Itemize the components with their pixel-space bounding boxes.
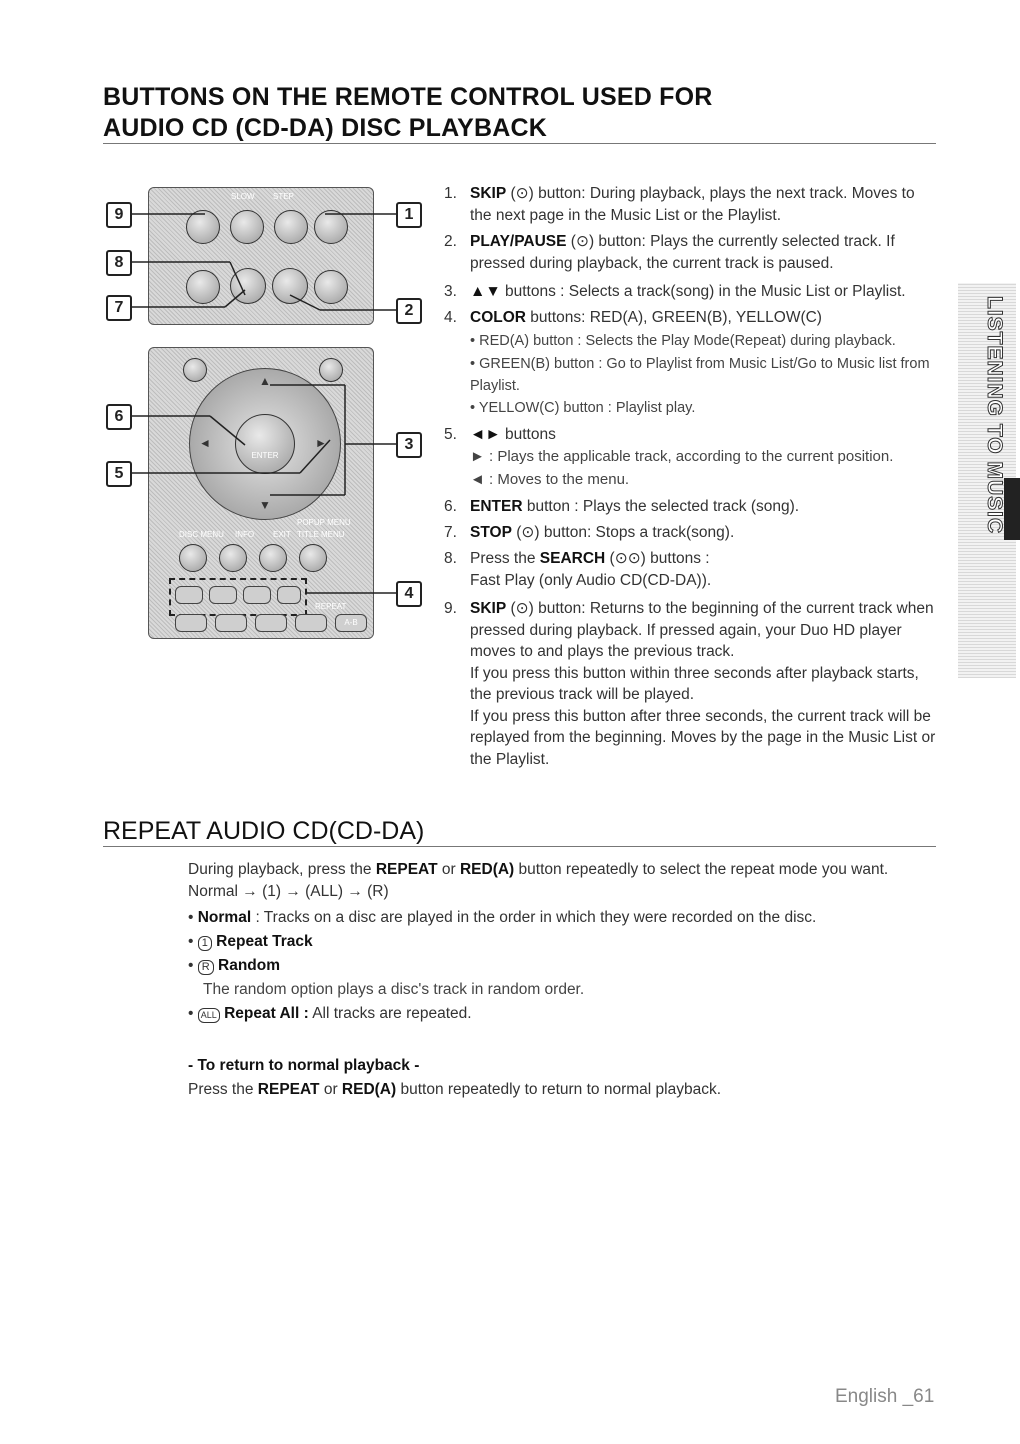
callout-2: 2 <box>396 298 422 324</box>
instruction-note-1: If you press this button within three seconds after playback starts, the previous track will be played. <box>470 664 919 703</box>
callout-1: 1 <box>396 202 422 228</box>
instruction-number: 5. <box>444 426 457 443</box>
instruction-text: (⊙) button: Plays the currently selected track. If pressed during playback, the current track is paused. <box>470 233 895 272</box>
callout-9: 9 <box>106 202 132 228</box>
page-number: English _61 <box>835 1386 935 1407</box>
disc-menu-label: DISC MENU <box>179 530 224 539</box>
exit-label: EXIT <box>273 530 291 539</box>
instruction-text: (⊙) button: During playback, plays the next track. Moves to the next page in the Music List or the Playlist. <box>470 185 915 224</box>
instruction-key: ▲▼ <box>470 283 501 300</box>
instruction-key: SKIP <box>470 185 507 202</box>
random-icon: R <box>198 960 214 975</box>
page-title-line2: AUDIO CD (CD-DA) DISC PLAYBACK <box>103 114 547 142</box>
mode-normal-name: Normal <box>197 909 252 926</box>
instruction-key: COLOR <box>470 309 526 326</box>
enter-label: ENTER <box>251 451 279 460</box>
color-green-desc: • GREEN(B) button : Go to Playlist from Music List/Go to Music list from Playlist. <box>470 356 930 394</box>
instruction-key: STOP <box>470 524 512 541</box>
instruction-key: ENTER <box>470 498 523 515</box>
instruction-text: Press the <box>470 550 540 567</box>
return-repeat: REPEAT <box>257 1081 320 1098</box>
bullet-icon: • <box>188 933 198 950</box>
return-title: - To return to normal playback - <box>188 1057 420 1074</box>
section-divider <box>103 846 936 847</box>
instruction-number: 9. <box>444 600 457 617</box>
intro-red: RED(A) <box>459 861 515 878</box>
right-arrow-icon[interactable]: ► <box>315 436 327 450</box>
return-text-b: button repeatedly to return to normal playback. <box>396 1081 721 1098</box>
bullet-icon: • <box>188 957 198 974</box>
repeat-intro <box>188 858 948 881</box>
instruction-text: buttons: RED(A), GREEN(B), YELLOW(C) <box>525 309 822 326</box>
instruction-key: ◄► <box>470 426 501 443</box>
return-desc <box>188 1078 948 1101</box>
page-title-line1: BUTTONS ON THE REMOTE CONTROL USED FOR <box>103 83 713 111</box>
repeat-sequence: Normal → (1) → (ALL) → (R) <box>188 883 389 900</box>
instruction-note-2: If you press this button after three seconds, the current track will be replayed from the beginning. Moves by the page in the Music List or the Playlist. <box>470 707 936 768</box>
instruction-number: 6. <box>444 498 457 515</box>
return-or: or <box>319 1081 342 1098</box>
intro-or: or <box>437 861 460 878</box>
slow-label: SLOW <box>231 192 255 201</box>
instruction-number: 3. <box>444 283 457 300</box>
callout-line-2a <box>290 295 320 310</box>
side-tab-label: LISTENING TO MUSIC <box>983 296 1006 535</box>
callout-5: 5 <box>106 461 132 487</box>
right-arrow-desc: ► : Plays the applicable track, according to the current position. <box>470 448 894 465</box>
repeat-one-icon: 1 <box>198 936 212 951</box>
instruction-number: 8. <box>444 550 457 567</box>
instruction-text: button : Plays the selected track (song). <box>522 498 800 515</box>
color-red-desc: • RED(A) button : Selects the Play Mode(Repeat) during playback. <box>470 333 896 349</box>
instruction-number: 2. <box>444 233 457 250</box>
instruction-text: buttons <box>500 426 556 443</box>
mode-repeat-track-name: Repeat Track <box>216 933 313 950</box>
left-arrow-icon[interactable]: ◄ <box>199 436 211 450</box>
bullet-icon: • <box>188 1005 198 1022</box>
instruction-text: (⊙) button: Returns to the beginning of the current track when pressed during playback. If pressed again, your Duo HD player moves to and plays the previous track. <box>470 600 934 660</box>
instruction-text: (⊙) button: Stops a track(song). <box>511 524 735 541</box>
color-yellow-desc: • YELLOW(C) button : Playlist play. <box>470 400 696 416</box>
side-tab-marker <box>1004 478 1020 540</box>
intro-text-a: During playback, press the <box>188 861 376 878</box>
instruction-key: PLAY/PAUSE <box>470 233 567 250</box>
mode-random-desc: The random option plays a disc's track in random order. <box>203 981 585 998</box>
up-arrow-icon[interactable]: ▲ <box>259 374 271 388</box>
section-title: REPEAT AUDIO CD(CD-DA) <box>103 817 425 845</box>
down-arrow-icon[interactable]: ▼ <box>259 498 271 512</box>
intro-repeat: REPEAT <box>375 861 438 878</box>
title-menu-label: TITLE MENU <box>297 530 345 539</box>
info-label: INFO <box>235 530 255 539</box>
left-arrow-desc: ◄ : Moves to the menu. <box>470 471 630 488</box>
mode-repeat-track <box>188 930 948 953</box>
callout-3: 3 <box>396 432 422 458</box>
instruction-number: 4. <box>444 309 457 326</box>
callout-8: 8 <box>106 250 132 276</box>
bullet-icon: • <box>188 909 198 926</box>
mode-repeat-all-desc: All tracks are repeated. <box>308 1005 472 1022</box>
instruction-key: SKIP <box>470 600 507 617</box>
mode-random-name: Random <box>218 957 280 974</box>
return-red: RED(A) <box>341 1081 397 1098</box>
callout-line-8b <box>230 262 245 295</box>
mode-normal <box>188 906 948 929</box>
callout-line-5b <box>300 440 330 473</box>
instruction-key: SEARCH <box>539 550 606 567</box>
intro-text-b: button repeatedly to select the repeat mode you want. <box>514 861 889 878</box>
instruction-text-2: (⊙⊙) buttons : <box>605 550 710 567</box>
instruction-text: buttons : Selects a track(song) in the Music List or Playlist. <box>500 283 906 300</box>
return-text-a: Press the <box>188 1081 258 1098</box>
callout-7: 7 <box>106 295 132 321</box>
callout-6: 6 <box>106 404 132 430</box>
instruction-number: 1. <box>444 185 457 202</box>
callout-line-6b <box>210 416 245 445</box>
mode-normal-desc: : Tracks on a disc are played in the order in which they were recorded on the disc. <box>251 909 817 926</box>
mode-random <box>188 954 948 977</box>
repeat-label: REPEAT <box>315 602 347 611</box>
repeat-all-icon: ALL <box>198 1008 220 1023</box>
step-label: STEP <box>273 192 294 201</box>
mode-repeat-all <box>188 1002 948 1025</box>
instruction-text-3: Fast Play (only Audio CD(CD-DA)). <box>470 571 712 589</box>
ab-label: A-B <box>344 618 358 627</box>
callout-line-7b <box>225 290 245 307</box>
mode-repeat-all-name: Repeat All : <box>224 1005 309 1022</box>
popup-menu-label: POPUP MENU <box>297 518 351 527</box>
instruction-number: 7. <box>444 524 457 541</box>
callout-4: 4 <box>396 581 422 607</box>
